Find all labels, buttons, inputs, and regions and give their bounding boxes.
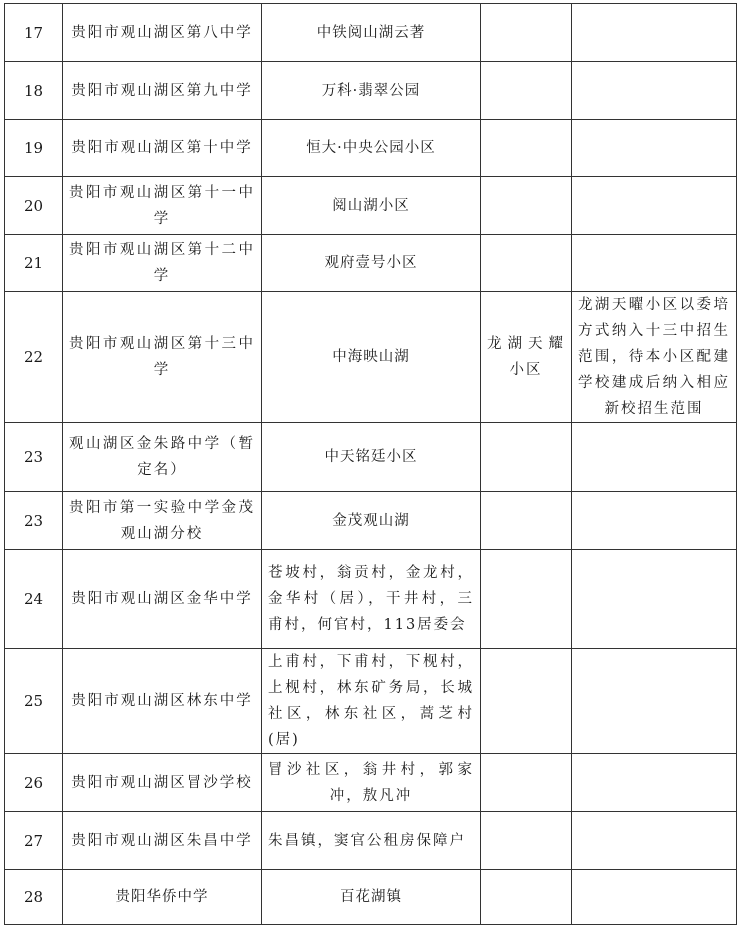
enrollment-area: 万科·翡翠公园 [262, 62, 481, 120]
extra-area [481, 492, 572, 550]
row-number: 27 [5, 812, 63, 870]
remark [572, 235, 737, 292]
table-row [5, 62, 737, 120]
row-number: 20 [5, 177, 63, 235]
remark [572, 177, 737, 235]
row-number: 24 [5, 550, 63, 649]
row-number: 28 [5, 870, 63, 925]
enrollment-area: 观府壹号小区 [262, 235, 481, 292]
school-district-table [4, 3, 737, 925]
enrollment-area: 阅山湖小区 [262, 177, 481, 235]
extra-area [481, 177, 572, 235]
school-name: 贵阳市观山湖区第十三中学 [63, 292, 262, 423]
table-row [5, 812, 737, 870]
enrollment-area: 恒大·中央公园小区 [262, 120, 481, 177]
school-name: 贵阳市观山湖区冒沙学校 [63, 754, 262, 812]
table-row [5, 492, 737, 550]
table-row [5, 649, 737, 754]
extra-area [481, 235, 572, 292]
extra-area [481, 754, 572, 812]
extra-area [481, 812, 572, 870]
school-name: 贵阳市观山湖区第十二中学 [63, 235, 262, 292]
school-name: 贵阳市第一实验中学金茂观山湖分校 [63, 492, 262, 550]
school-name: 贵阳市观山湖区第十一中学 [63, 177, 262, 235]
enrollment-area: 中铁阅山湖云著 [262, 4, 481, 62]
enrollment-area: 苍坡村，翁贡村，金龙村，金华村（居），干井村，三甫村，何官村，113居委会 [262, 550, 481, 649]
extra-area [481, 62, 572, 120]
school-name: 贵阳市观山湖区第八中学 [63, 4, 262, 62]
row-number: 23 [5, 492, 63, 550]
remark [572, 423, 737, 492]
school-name: 贵阳市观山湖区林东中学 [63, 649, 262, 754]
row-number: 21 [5, 235, 63, 292]
extra-area [481, 120, 572, 177]
extra-area [481, 4, 572, 62]
row-number: 26 [5, 754, 63, 812]
table-row [5, 550, 737, 649]
row-number: 23 [5, 423, 63, 492]
row-number: 22 [5, 292, 63, 423]
remark: 龙湖天曜小区以委培方式纳入十三中招生范围，待本小区配建学校建成后纳入相应新校招生范围 [572, 292, 737, 423]
enrollment-area: 上甫村，下甫村，下枧村，上枧村，林东矿务局，长城社区，林东社区，蒿芝村(居) [262, 649, 481, 754]
extra-area [481, 423, 572, 492]
extra-area [481, 870, 572, 925]
extra-area: 龙湖天耀小区 [481, 292, 572, 423]
remark [572, 492, 737, 550]
row-number: 18 [5, 62, 63, 120]
table-row [5, 177, 737, 235]
table-row [5, 292, 737, 423]
enrollment-area: 中海映山湖 [262, 292, 481, 423]
remark [572, 649, 737, 754]
remark [572, 62, 737, 120]
enrollment-area: 金茂观山湖 [262, 492, 481, 550]
remark [572, 754, 737, 812]
enrollment-area: 冒沙社区，翁井村，郭家冲，敖凡冲 [262, 754, 481, 812]
remark [572, 120, 737, 177]
table-row [5, 754, 737, 812]
school-name: 贵阳市观山湖区第十中学 [63, 120, 262, 177]
enrollment-area: 中天铭廷小区 [262, 423, 481, 492]
school-name: 贵阳华侨中学 [63, 870, 262, 925]
extra-area [481, 550, 572, 649]
school-name: 贵阳市观山湖区第九中学 [63, 62, 262, 120]
table-row [5, 423, 737, 492]
table-row [5, 235, 737, 292]
school-name: 贵阳市观山湖区金华中学 [63, 550, 262, 649]
table-row [5, 4, 737, 62]
school-name: 贵阳市观山湖区朱昌中学 [63, 812, 262, 870]
remark [572, 870, 737, 925]
enrollment-area: 朱昌镇，窦官公租房保障户 [262, 812, 481, 870]
row-number: 19 [5, 120, 63, 177]
table-row [5, 120, 737, 177]
extra-area [481, 649, 572, 754]
remark [572, 550, 737, 649]
remark [572, 812, 737, 870]
remark [572, 4, 737, 62]
row-number: 17 [5, 4, 63, 62]
school-name: 观山湖区金朱路中学（暂定名） [63, 423, 262, 492]
row-number: 25 [5, 649, 63, 754]
enrollment-area: 百花湖镇 [262, 870, 481, 925]
table-row [5, 870, 737, 925]
